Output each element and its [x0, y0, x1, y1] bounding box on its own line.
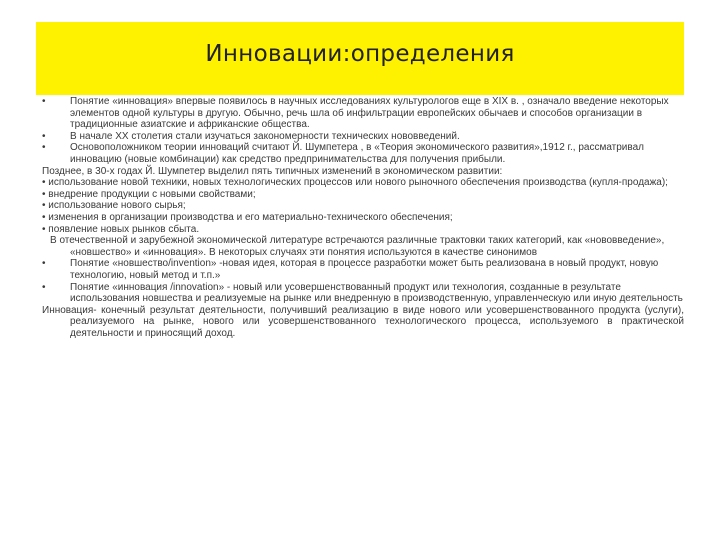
bullet-icon: •	[42, 142, 46, 154]
paragraph-text: Основоположником теории инноваций считают Й. Шумпетера , в «Теория экономического развития»,1912 г., рассматривал инновацию (новые комбинации) как средство предпринимательства для получения прибыли.	[70, 142, 644, 165]
bullet-item-schumpeter	[42, 142, 684, 165]
bullet-item-innovation	[42, 282, 684, 305]
slide-body	[42, 96, 684, 339]
bullet-item-culture	[42, 96, 684, 131]
bullet-item-invention	[42, 258, 684, 281]
list-item-new-technique: • использование новой техники, новых технологических процессов или нового рыночного обеспечения производства (купля-продажа);	[42, 177, 668, 189]
list-item-new-markets: • появление новых рынков сбыта.	[42, 223, 200, 235]
bullet-icon: •	[42, 130, 46, 142]
paragraph-text: В начале XX столетия стали изучаться закономерности технических нововведений.	[70, 130, 460, 142]
paragraph-text: Понятие «новшество/invention» -новая идея, которая в процессе разработки может быть реализована в новый продукт, новую технологию, новый метод и т.п.»	[70, 258, 659, 281]
paragraph-text: Понятие «инновация» впервые появилось в научных исследованиях культурологов еще в XIX в. , означало введение некоторых элементов одной культуры в другую. Обычно, речь шла об инфильтрации европейских обычаев и способов организации в традиционные азиатские и африканские общества.	[70, 96, 669, 131]
bullet-icon: •	[42, 281, 46, 293]
bullet-icon: •	[42, 258, 46, 270]
bullet-icon: •	[42, 96, 46, 107]
title-band	[36, 22, 684, 95]
list-item-new-products: • внедрение продукции с новыми свойствами;	[42, 188, 256, 200]
paragraph-later: Позднее, в 30-х годах Й. Шумпетер выделил пять типичных изменений в экономическом развитии:	[42, 165, 503, 177]
list-item-organization: • изменения в организации производства и его материально-технического обеспечения;	[42, 211, 453, 223]
paragraph-text: Понятие «инновация /innovation» - новый или усовершенствованный продукт или технология, созданные в результате использования новшества и реализуемые на рынке или внедренную в производственную, управленческую или иную деятельность	[70, 281, 683, 305]
paragraph-definition: Инновация- конечный результат деятельности, получивший реализацию в виде нового или усовершенствованного продукта (услуги), реализуемого на рынке, нового или усовершенствованного технологического процесса, используемого в практической деятельности и приносящий доход.	[42, 304, 684, 339]
list-item-new-raw-materials: • использование нового сырья;	[42, 200, 186, 212]
slide-title: Инновации:определения	[205, 41, 515, 67]
bullet-item-20th-century	[42, 131, 684, 143]
paragraph-literature: В отечественной и зарубежной экономической литературе встречаются различные трактовки таких категорий, как «нововведение», «новшество» и «инновация». В некоторых случаях эти понятия используются в качестве синонимов	[50, 235, 665, 258]
